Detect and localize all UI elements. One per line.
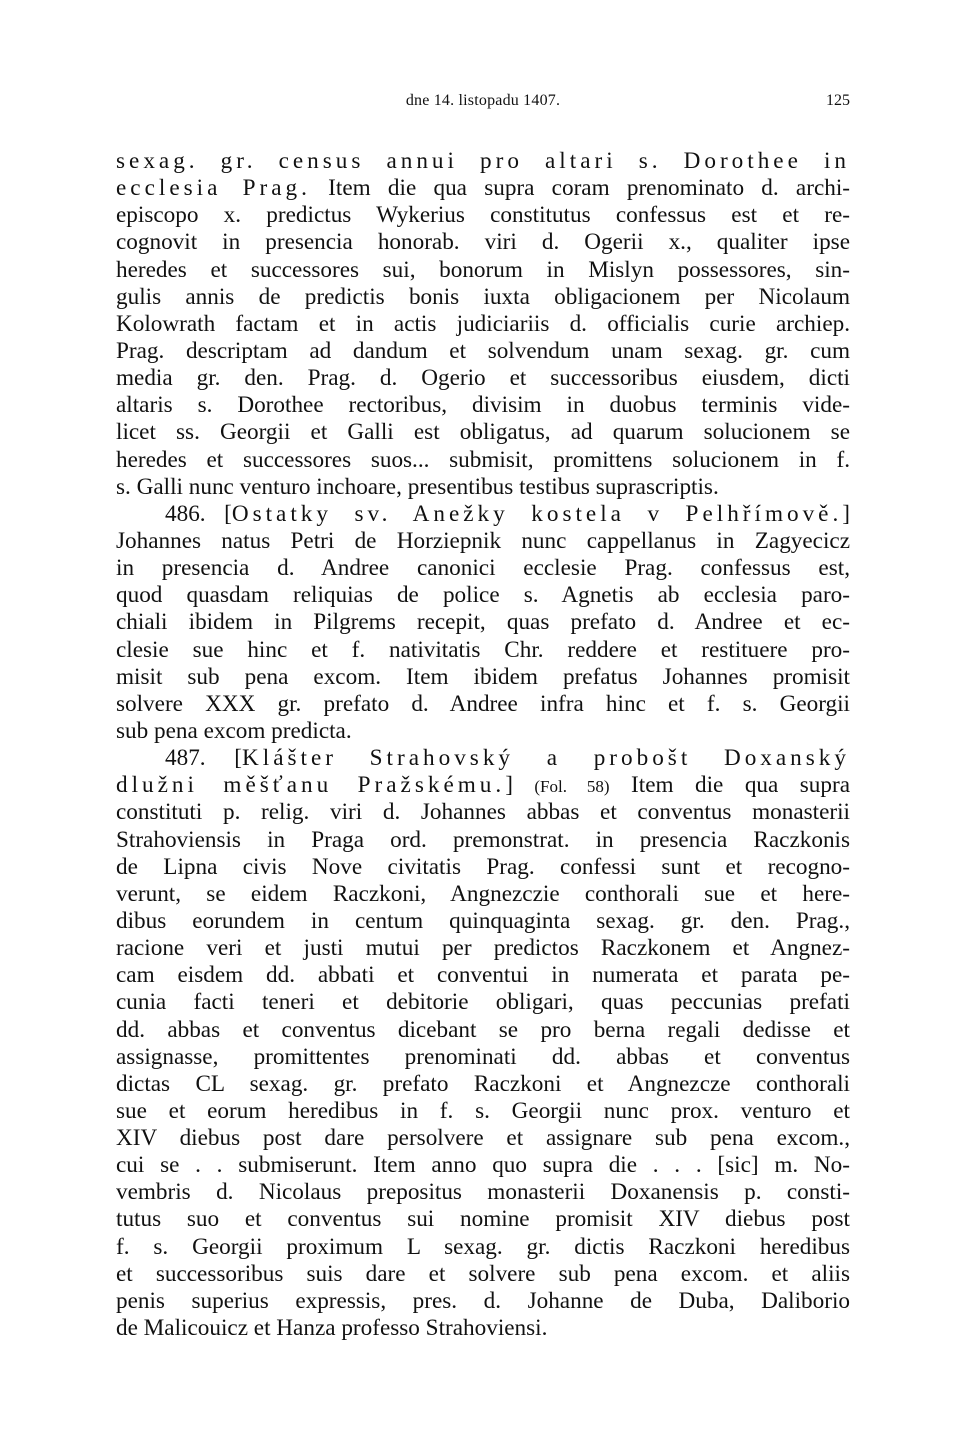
line-text: s. Galli nunc venturo inchoare, presentibus testibus suprascriptis. <box>116 473 719 500</box>
text-line <box>116 1234 850 1261</box>
text-line <box>116 881 850 908</box>
text-line <box>116 1315 850 1342</box>
text-line <box>116 1179 850 1206</box>
line-text: dd. abbas et conventus dicebant se pro berna regali dedisse et <box>116 1016 850 1043</box>
body-text <box>116 148 850 1342</box>
text-line <box>116 799 850 826</box>
text-line <box>116 365 850 392</box>
text-line <box>116 1261 850 1288</box>
text-line <box>116 419 850 446</box>
line-text: Strahoviensis in Praga ord. premonstrat. in presencia Raczkonis <box>116 826 850 853</box>
text-line <box>116 284 850 311</box>
line-text: Johannes natus Petri de Horziepnik nunc cappellanus in Zagyecicz <box>116 527 850 554</box>
text-line <box>116 772 850 799</box>
paragraph <box>116 148 850 501</box>
line-text: ] <box>842 500 850 527</box>
line-text: licet ss. Georgii et Galli est obligatus, ad quarum solucionem se <box>116 419 850 446</box>
line-text: XIV diebus post dare persolvere et assignare sub pena excom., <box>116 1125 850 1152</box>
line-text: dictas CL sexag. gr. prefato Raczkoni et Angnezcze conthorali <box>116 1070 850 1097</box>
line-text: cam eisdem dd. abbati et conventui in numerata et parata pe- <box>116 962 850 989</box>
line-text: cunia facti teneri et debitorie obligari, quas peccunias prefati <box>116 989 850 1016</box>
page-header <box>116 92 850 116</box>
text-line <box>116 338 850 365</box>
folio-reference: (Fol. 58) <box>534 777 610 797</box>
paragraph <box>116 501 850 745</box>
text-line <box>116 718 850 745</box>
spaced-heading-text: Klášter Strahovský a probošt Doxanský <box>242 745 850 772</box>
text-line <box>116 257 850 284</box>
line-text: verunt, se eidem Raczkoni, Angnezczie conthorali sue et here- <box>116 880 850 907</box>
text-line <box>116 447 850 474</box>
text-line <box>116 202 850 229</box>
line-text: altaris s. Dorothee rectoribus, divisim in duobus terminis vide- <box>116 392 850 419</box>
line-text: solvere XXX gr. prefato d. Andree infra hinc et f. s. Georgii <box>116 690 850 717</box>
text-line <box>116 555 850 582</box>
line-text: 487. [ <box>165 745 242 772</box>
text-line <box>116 908 850 935</box>
line-text: cui se . . submiserunt. Item anno quo supra die . . . [sic] m. No- <box>116 1152 850 1179</box>
text-line <box>116 1125 850 1152</box>
line-text: Prag. descriptam ad dandum et solvendum unam sexag. gr. cum <box>116 337 850 364</box>
spaced-heading-text: dlužni měšťanu Pražskému. <box>116 772 506 799</box>
text-line <box>116 1044 850 1071</box>
line-text: Kolowrath factam et in actis judiciariis d. officialis curie archiep. <box>116 310 850 337</box>
line-text: vembris d. Nicolaus prepositus monasterii Doxanensis p. consti- <box>116 1179 850 1206</box>
text-line <box>116 229 850 256</box>
line-text: 486. [ <box>165 500 232 527</box>
text-line <box>116 1206 850 1233</box>
text-line <box>116 745 850 772</box>
line-text: Item die qua supra coram prenominato d. archi- <box>310 175 850 202</box>
text-line <box>116 1288 850 1315</box>
spaced-heading-text: Ostatky sv. Anežky kostela v Pelhřímově. <box>231 500 843 527</box>
text-line <box>116 474 850 501</box>
line-text: heredes et successores sui, bonorum in Mislyn possessores, sin- <box>116 256 850 283</box>
line-text: sub pena excom predicta. <box>116 717 352 744</box>
text-line <box>116 854 850 881</box>
spaced-heading-text: sexag. gr. census annui pro altari s. Dorothee in <box>116 148 850 174</box>
text-line <box>116 311 850 338</box>
text-line <box>116 827 850 854</box>
line-text: chiali ibidem in Pilgrems recepit, quas prefato d. Andree et ec- <box>116 609 850 636</box>
text-line <box>116 691 850 718</box>
line-text: ] <box>505 772 535 799</box>
text-line <box>116 609 850 636</box>
text-line <box>116 501 850 528</box>
text-line <box>116 664 850 691</box>
line-text: penis superius expressis, pres. d. Johanne de Duba, Daliborio <box>116 1287 850 1314</box>
line-text: media gr. den. Prag. d. Ogerio et successoribus eiusdem, dicti <box>116 365 850 392</box>
line-text: racione veri et justi mutui per predictos Raczkonem et Angnez- <box>116 935 850 962</box>
line-text: sue et eorum heredibus in f. s. Georgii nunc prox. venturo et <box>116 1097 850 1124</box>
line-text: episcopo x. predictus Wykerius constitutus confessus est et re- <box>116 202 850 229</box>
line-text: de Lipna civis Nove civitatis Prag. confessi sunt et recogno- <box>116 853 850 880</box>
line-text: in presencia d. Andree canonici ecclesie Prag. confessus est, <box>116 555 850 582</box>
line-text: clesie sue hinc et f. nativitatis Chr. reddere et restituere pro- <box>116 636 850 663</box>
line-text: de Malicouicz et Hanza professo Strahoviensi. <box>116 1315 548 1342</box>
text-line <box>116 175 850 202</box>
text-line <box>116 962 850 989</box>
line-text: f. s. Georgii proximum L sexag. gr. dictis Raczkoni heredibus <box>116 1233 850 1260</box>
text-line <box>116 1017 850 1044</box>
page-number: 125 <box>826 92 850 109</box>
text-line <box>116 528 850 555</box>
text-line <box>116 582 850 609</box>
text-line <box>116 935 850 962</box>
line-text: gulis annis de predictis bonis iuxta obligacionem per Nicolaum <box>116 283 850 310</box>
line-text: cognovit in presencia honorab. viri d. Ogerii x., qualiter ipse <box>116 229 850 256</box>
line-text: et successoribus suis dare et solvere sub pena excom. et aliis <box>116 1260 850 1287</box>
line-text: dibus eorundem in centum quinquaginta sexag. gr. den. Prag., <box>116 907 850 934</box>
text-line <box>116 637 850 664</box>
text-line <box>116 392 850 419</box>
line-text: Item die qua supra <box>609 772 850 799</box>
line-text: constituti p. relig. viri d. Johannes abbas et conventus monasterii <box>116 799 850 826</box>
line-text: assignasse, promittentes prenominati dd. abbas et conventus <box>116 1043 850 1070</box>
text-line <box>116 1071 850 1098</box>
spaced-heading-text: ecclesia Prag. <box>116 175 311 202</box>
line-text: heredes et successores suos... submisit, promittens solucionem in f. <box>116 446 850 473</box>
text-line <box>116 1098 850 1125</box>
line-text: tutus suo et conventus sui nomine promisit XIV diebus post <box>116 1206 850 1233</box>
text-line <box>116 989 850 1016</box>
line-text: quod quasdam reliquias de police s. Agnetis ab ecclesia paro- <box>116 582 850 609</box>
line-text: misit sub pena excom. Item ibidem prefatus Johannes promisit <box>116 663 850 690</box>
paragraph <box>116 745 850 1342</box>
text-line <box>116 148 850 175</box>
text-line <box>116 1152 850 1179</box>
running-title: dne 14. listopadu 1407. <box>405 92 561 109</box>
